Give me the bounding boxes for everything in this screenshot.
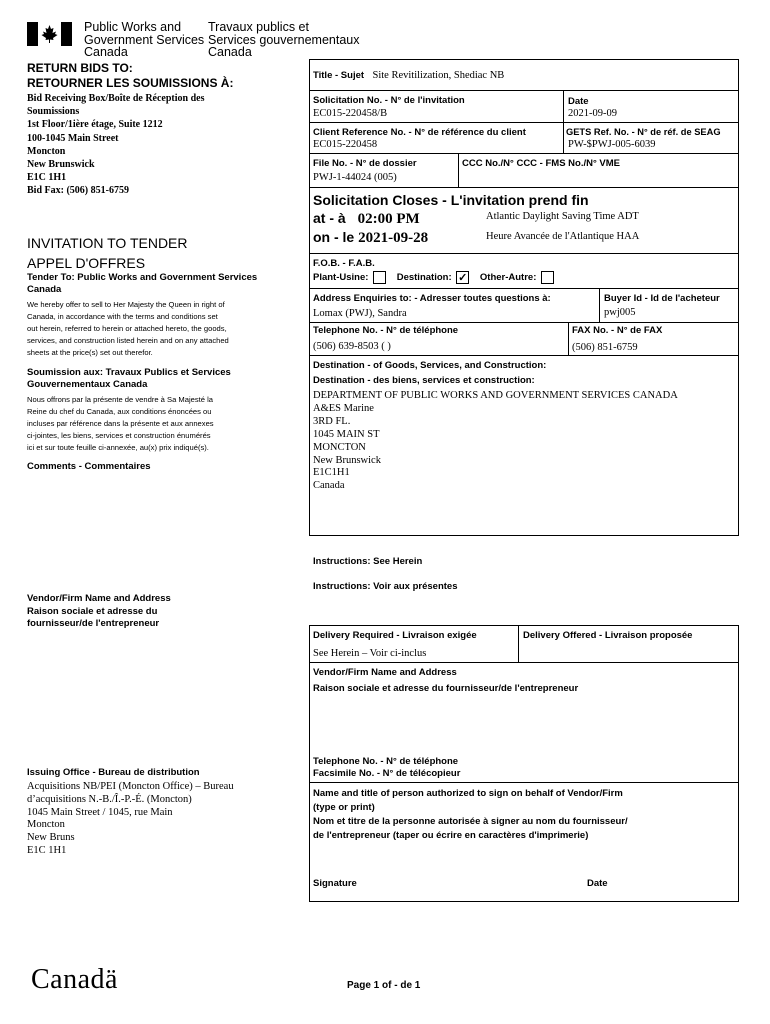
return-bids-fr: RETOURNER LES SOUMISSIONS À: <box>27 76 234 90</box>
soumission-line: incluses par référence dans la présente et aux annexes <box>27 419 214 428</box>
invitation-fr: APPEL D'OFFRES <box>27 255 146 271</box>
soumission-text <box>27 394 214 454</box>
authorized-person-label <box>313 787 628 843</box>
dept-en-line: Public Works and <box>84 20 182 34</box>
signature-label: Signature <box>313 878 357 889</box>
destination-line: MONCTON <box>313 441 366 453</box>
closing-time-row <box>313 210 420 228</box>
instructions-en: Instructions: See Herein <box>313 556 423 567</box>
tender-to: Tender To: Public Works and Government Services Canada <box>27 272 258 295</box>
address-line: Moncton <box>27 145 66 157</box>
client-ref-label: Client Reference No. - N° de référence du client <box>313 127 526 138</box>
address-enquiries-value: Lomax (PWJ), Sandra <box>313 308 407 319</box>
buyer-value: pwj005 <box>604 307 636 318</box>
tender-line: sheets at the price(s) set out therefor. <box>27 348 153 357</box>
vendor-name-fr: Raison sociale et adresse du fournisseur/de l'entrepreneur <box>313 683 579 694</box>
delivery-required-label: Delivery Required - Livraison exigée <box>313 630 477 641</box>
vendor-left-line: Raison sociale et adresse du <box>27 605 158 617</box>
issuing-line: d’acquisitions N.-B./Î.-P.-É. (Moncton) <box>27 793 192 805</box>
file-value: PWJ-1-44024 (005) <box>313 172 397 183</box>
destination-line: 1045 MAIN ST <box>313 428 380 440</box>
destination-line: New Brunswick <box>313 454 381 466</box>
destination-line: DEPARTMENT OF PUBLIC WORKS AND GOVERNMENT SERVICES CANADA <box>313 390 678 401</box>
gets-label: GETS Ref. No. - N° de réf. de SEAG <box>566 127 721 137</box>
dept-fr-line: Travaux publics et <box>208 20 309 34</box>
plant-checkbox[interactable] <box>373 271 386 284</box>
destination-goods-en: Destination - of Goods, Services, and Construction: <box>313 360 547 371</box>
destination-goods-fr: Destination - des biens, services et construction: <box>313 375 535 386</box>
closing-time: 02:00 PM <box>357 211 420 227</box>
department-name-fr <box>208 21 359 59</box>
dept-fr-line: Services gouvernementaux <box>208 32 360 47</box>
soumission-line: ci-jointes, les biens, services et construction énumérés <box>27 431 211 440</box>
instructions-fr: Instructions: Voir aux présentes <box>313 581 458 592</box>
at-label: at - à <box>313 210 346 226</box>
dept-en-line: Government Services <box>84 32 205 47</box>
client-ref-value: EC015-220458 <box>313 139 378 150</box>
issuing-line: E1C 1H1 <box>27 844 67 856</box>
issuing-line: Moncton <box>27 819 65 831</box>
address-line: 1st Floor/1ière étage, Suite 1212 <box>27 119 163 131</box>
gets-value: PW-$PWJ-005-6039 <box>568 139 656 150</box>
other-checkbox[interactable] <box>541 271 554 284</box>
tender-line: Canada, in accordance with the terms and conditions set <box>27 312 218 321</box>
maple-leaf-icon <box>42 25 58 43</box>
address-enquiries-label: Address Enquiries to: - Adresser toutes questions à: <box>313 293 551 304</box>
plant-label: Plant-Usine: <box>313 272 369 284</box>
tender-line: out herein, referred to herein or attached hereto, the goods, <box>27 324 227 333</box>
signature-date-label: Date <box>587 878 608 889</box>
closing-date: 2021-09-28 <box>358 230 429 246</box>
solicitation-label: Solicitation No. - N° de l'invitation <box>313 95 465 106</box>
delivery-offered-label: Delivery Offered - Livraison proposée <box>523 630 693 641</box>
invitation-en: INVITATION TO TENDER <box>27 235 188 251</box>
solicitation-closes: Solicitation Closes - L'invitation prend fin <box>313 192 589 208</box>
timezone-fr: Heure Avancée de l'Atlantique HAA <box>486 231 640 242</box>
file-label: File No. - N° de dossier <box>313 158 417 169</box>
authorized-line: (type or print) <box>313 802 375 813</box>
fax-value: (506) 851-6759 <box>572 342 638 353</box>
tender-text <box>27 299 229 359</box>
authorized-line: de l'entrepreneur (taper ou écrire en caractères d'imprimerie) <box>313 830 589 841</box>
vendor-left-label <box>27 593 171 631</box>
closing-date-row <box>313 229 428 247</box>
soumission-aux: Soumission aux: Travaux Publics et Services Gouvernementaux Canada <box>27 367 231 390</box>
invitation-heading <box>27 233 188 273</box>
ccc-label: CCC No./N° CCC - FMS No./N° VME <box>462 158 621 169</box>
solicitation-value: EC015-220458/B <box>313 108 388 119</box>
destination-address <box>313 390 678 493</box>
telephone-value: (506) 639-8503 ( ) <box>313 341 391 352</box>
destination-line: A&ES Marine <box>313 402 374 414</box>
soumission-line: Reine du chef du Canada, aux conditions énoncées ou <box>27 407 212 416</box>
address-line: E1C 1H1 <box>27 172 67 184</box>
destination-line: E1C1H1 <box>313 467 350 479</box>
authorized-line: Nom et titre de la personne autorisée à signer au nom du fournisseur/ <box>313 816 628 827</box>
return-address <box>27 92 205 198</box>
vendor-telephone-label: Telephone No. - N° de téléphone <box>313 756 459 767</box>
address-line: Bid Receiving Box/Boîte de Réception des <box>27 93 205 104</box>
telephone-label: Telephone No. - N° de téléphone <box>313 325 459 336</box>
issuing-line: New Bruns <box>27 832 75 844</box>
issuing-line: Acquisitions NB/PEI (Moncton Office) – Bureau <box>27 781 234 792</box>
address-line: Bid Fax: (506) 851-6759 <box>27 185 129 197</box>
destination-checkbox[interactable]: ✓ <box>458 272 468 284</box>
destination-line: 3RD FL. <box>313 415 351 427</box>
canada-wordmark: Canadä <box>31 964 118 995</box>
delivery-required-value: See Herein – Voir ci-inclus <box>313 648 427 659</box>
destination-label: Destination: <box>396 272 452 284</box>
issuing-office-label: Issuing Office - Bureau de distribution <box>27 767 200 778</box>
issuing-line: 1045 Main Street / 1045, rue Main <box>27 806 173 818</box>
fob-options <box>313 271 554 284</box>
canada-flag-logo <box>27 22 72 46</box>
address-line: New Brunswick <box>27 159 95 171</box>
address-line: Soumissions <box>27 106 80 118</box>
buyer-label: Buyer Id - Id de l'acheteur <box>604 293 720 304</box>
soumission-line: Nous offrons par la présente de vendre à Sa Majesté la <box>27 395 214 404</box>
dept-en-line: Canada <box>84 45 128 59</box>
tender-line: We hereby offer to sell to Her Majesty the Queen in right of <box>27 300 225 309</box>
timezone-en: Atlantic Daylight Saving Time ADT <box>486 211 639 222</box>
date-value: 2021-09-09 <box>568 108 617 119</box>
on-label: on - le <box>313 229 355 245</box>
date-label: Date <box>568 96 589 107</box>
destination-line: Canada <box>313 480 345 492</box>
vendor-name-en: Vendor/Firm Name and Address <box>313 667 457 678</box>
dept-fr-line: Canada <box>208 45 252 59</box>
soumission-line: ici et sur toute feuille ci-annexée, au(x) prix indiqué(s). <box>27 443 209 452</box>
vendor-left-line: Vendor/Firm Name and Address <box>27 593 171 604</box>
department-name-en <box>84 21 204 59</box>
tender-line: services, and construction listed herein and on any attached <box>27 336 229 345</box>
fax-label: FAX No. - N° de FAX <box>572 325 663 336</box>
comments-label: Comments - Commentaires <box>27 461 151 472</box>
address-line: 100-1045 Main Street <box>27 132 119 144</box>
page-number: Page 1 of - de 1 <box>347 980 421 991</box>
title-value: Site Revitilization, Shediac NB <box>372 70 505 81</box>
vendor-fax-label: Facsimile No. - N° de télécopieur <box>313 768 461 779</box>
authorized-line: Name and title of person authorized to sign on behalf of Vendor/Firm <box>313 788 623 799</box>
title-label: Title - Sujet <box>313 70 365 81</box>
return-bids-en: RETURN BIDS TO: <box>27 61 133 75</box>
return-bids-heading <box>27 61 233 91</box>
issuing-office-address <box>27 781 234 858</box>
other-label: Other-Autre: <box>479 272 537 284</box>
vendor-left-line: fournisseur/de l'entrepreneur <box>27 618 160 629</box>
title-row <box>313 65 504 83</box>
fob-label: F.O.B. - F.A.B. <box>313 258 375 269</box>
